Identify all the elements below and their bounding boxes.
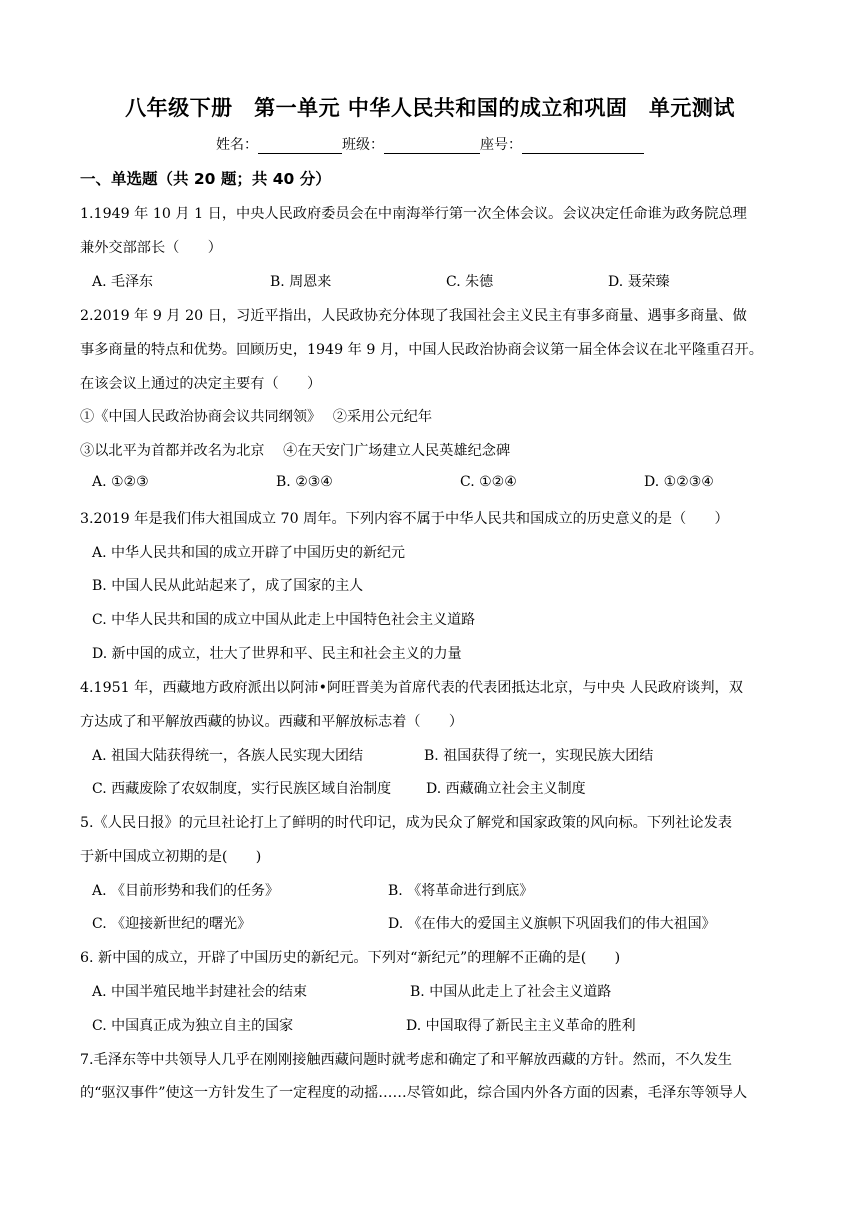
q2-option-d[interactable]: D. ①②③④ xyxy=(644,474,714,490)
q4-line-2: 方达成了和平解放西藏的协议。西藏和平解放标志着（ ） xyxy=(80,714,464,730)
q6-line-1: 6. 新中国的成立，开辟了中国历史的新纪元。下列对“新纪元”的理解不正确的是( ) xyxy=(80,950,621,966)
q5-option-d[interactable]: D. 《在伟大的爱国主义旗帜下巩固我们的伟大祖国》 xyxy=(388,916,716,932)
q3-option-d[interactable]: D. 新中国的成立，壮大了世界和平、民主和社会主义的力量 xyxy=(92,646,462,662)
q2-option-c[interactable]: C. ①②④ xyxy=(460,474,517,490)
class-field[interactable] xyxy=(384,138,480,154)
name-field[interactable] xyxy=(258,138,342,154)
seat-field[interactable] xyxy=(522,138,644,154)
q2-option-b[interactable]: B. ②③④ xyxy=(276,474,333,490)
q1-option-b[interactable]: B. 周恩来 xyxy=(270,274,332,290)
q1-line-2: 兼外交部部长（ ） xyxy=(80,240,222,256)
q1-option-d[interactable]: D. 聂荣臻 xyxy=(608,274,670,290)
q2-line-1: 2.2019 年 9 月 20 日，习近平指出，人民政协充分体现了我国社会主义民主有事多商量、遇事多商量、做 xyxy=(80,308,747,324)
q2-line-2: 事多商量的特点和优势。回顾历史，1949 年 9 月，中国人民政治协商会议第一届全体会议在北平隆重召开。 xyxy=(80,342,763,358)
q3-option-c[interactable]: C. 中华人民共和国的成立中国从此走上中国特色社会主义道路 xyxy=(92,612,476,628)
q4-option-d[interactable]: D. 西藏确立社会主义制度 xyxy=(426,781,586,797)
q3-line-1: 3.2019 年是我们伟大祖国成立 70 周年。下列内容不属于中华人民共和国成立的历史意义的是（ ） xyxy=(80,511,729,527)
q4-line-1: 4.1951 年，西藏地方政府派出以阿沛•阿旺晋美为首席代表的代表团抵达北京，与中央 人民政府谈判，双 xyxy=(80,680,743,696)
q6-option-c[interactable]: C. 中国真正成为独立自主的国家 xyxy=(92,1018,294,1034)
q2-line-4: ①《中国人民政治协商会议共同纲领》 ②采用公元纪年 xyxy=(80,409,433,425)
q3-option-b[interactable]: B. 中国人民从此站起来了，成了国家的主人 xyxy=(92,578,364,594)
q5-option-b[interactable]: B. 《将革命进行到底》 xyxy=(388,883,534,899)
q2-line-5: ③以北平为首都并改名为北京 ④在天安门广场建立人民英雄纪念碑 xyxy=(80,443,511,459)
q3-option-a[interactable]: A. 中华人民共和国的成立开辟了中国历史的新纪元 xyxy=(92,545,406,561)
student-info xyxy=(0,134,860,154)
q7-line-1: 7.毛泽东等中共领导人几乎在刚刚接触西藏问题时就考虑和确定了和平解放西藏的方针。然而，不久发生 xyxy=(80,1052,732,1068)
q4-option-a[interactable]: A. 祖国大陆获得统一，各族人民实现大团结 xyxy=(92,748,364,764)
section-heading: 一、单选题（共 20 题；共 40 分） xyxy=(80,170,331,188)
seat-label: 座号： xyxy=(480,137,522,153)
name-label: 姓名： xyxy=(216,137,258,153)
q6-option-d[interactable]: D. 中国取得了新民主主义革命的胜利 xyxy=(406,1018,636,1034)
page-title: 八年级下册 第一单元 中华人民共和国的成立和巩固 单元测试 xyxy=(125,96,735,120)
q2-option-a[interactable]: A. ①②③ xyxy=(92,474,149,490)
q1-option-c[interactable]: C. 朱德 xyxy=(446,274,494,290)
q5-option-c[interactable]: C. 《迎接新世纪的曙光》 xyxy=(92,916,252,932)
q6-option-b[interactable]: B. 中国从此走上了社会主义道路 xyxy=(410,984,612,1000)
q2-line-3: 在该会议上通过的决定主要有（ ） xyxy=(80,376,322,392)
class-label: 班级： xyxy=(342,137,384,153)
q4-option-c[interactable]: C. 西藏废除了农奴制度，实行民族区域自治制度 xyxy=(92,781,392,797)
q5-line-1: 5.《人民日报》的元旦社论打上了鲜明的时代印记，成为民众了解党和国家政策的风向标。下列社论发表 xyxy=(80,815,732,831)
q5-line-2: 于新中国成立初期的是( ) xyxy=(80,849,262,865)
q4-option-b[interactable]: B. 祖国获得了统一，实现民族大团结 xyxy=(424,748,654,764)
q1-line-1: 1.1949 年 10 月 1 日，中央人民政府委员会在中南海举行第一次全体会议。会议决定任命谁为政务院总理 xyxy=(80,206,747,222)
q1-option-a[interactable]: A. 毛泽东 xyxy=(92,274,154,290)
q5-option-a[interactable]: A. 《目前形势和我们的任务》 xyxy=(92,883,280,899)
q7-line-2: 的“驱汉事件”使这一方针发生了一定程度的动摇……尽管如此，综合国内外各方面的因素，毛泽东等领导人 xyxy=(80,1085,748,1101)
q6-option-a[interactable]: A. 中国半殖民地半封建社会的结束 xyxy=(92,984,308,1000)
